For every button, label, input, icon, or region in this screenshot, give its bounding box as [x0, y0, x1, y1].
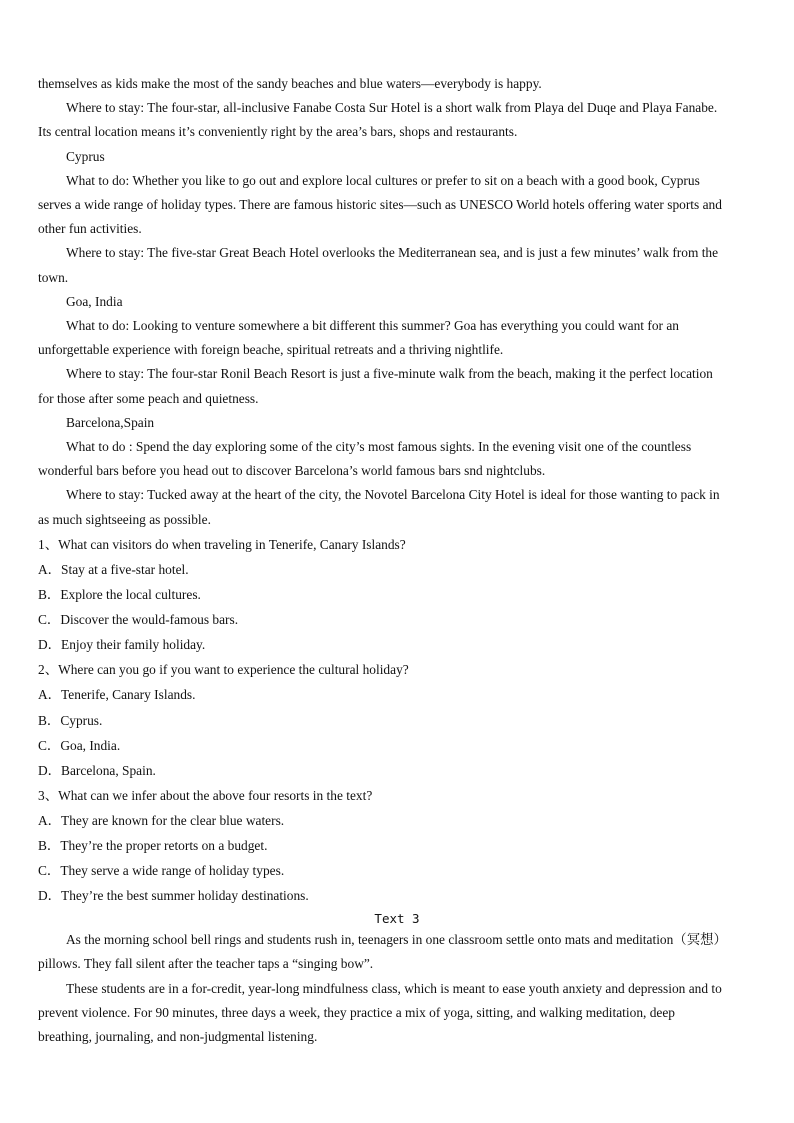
- passage-line: prevent violence. For 90 minutes, three days a week, they practice a mix of yoga, sitting, and walking meditation, deep: [38, 1004, 675, 1020]
- passage-line: themselves as kids make the most of the sandy beaches and blue waters—everybody is happy.: [38, 76, 542, 91]
- question-block: [38, 783, 756, 908]
- passage-line: pillows. They fall silent after the teacher taps a “singing bow”.: [38, 956, 374, 972]
- passage-line: other fun activities.: [38, 221, 142, 237]
- passage-line: Where to stay: The four-star Ronil Beach Resort is just a five-minute walk from the beach, making it the perfect location: [66, 366, 713, 382]
- question-block: [38, 532, 756, 657]
- answer-option[interactable]: C．They serve a wide range of holiday types.: [38, 863, 285, 879]
- answer-option[interactable]: D．They’re the best summer holiday destinations.: [38, 888, 309, 904]
- passage-line: wonderful bars before you head out to discover Barcelona’s world famous bars snd nightclubs.: [38, 463, 546, 479]
- passage-line: What to do: Whether you like to go out and explore local cultures or prefer to sit on a beach with a good book, Cyprus: [66, 172, 700, 188]
- passage-line: Where to stay: Tucked away at the heart of the city, the Novotel Barcelona City Hotel is ideal for those wanting to pack in: [66, 487, 720, 503]
- answer-option[interactable]: A．Stay at a five-star hotel.: [38, 561, 189, 577]
- passage-line: As the morning school bell rings and students rush in, teenagers in one classroom settle onto mats and meditation（冥想）: [66, 932, 727, 948]
- question-stem: 1、What can visitors do when traveling in Tenerife, Canary Islands?: [38, 536, 406, 552]
- document-page: [38, 72, 756, 1049]
- passage-line: for those after some peach and quietness.: [38, 390, 259, 406]
- question-stem: 2、Where can you go if you want to experience the cultural holiday?: [38, 662, 409, 678]
- section-heading-barcelona: Barcelona,Spain: [66, 414, 155, 430]
- passage-line: What to do : Spend the day exploring some of the city’s most famous sights. In the evening visit one of the countless: [66, 439, 692, 455]
- answer-option[interactable]: D．Barcelona, Spain.: [38, 762, 156, 778]
- passage-line: serves a wide range of holiday types. There are famous historic sites—such as UNESCO World hotels offering water sports and: [38, 197, 722, 213]
- passage-line: What to do: Looking to venture somewhere a bit different this summer? Goa has everything you could want for an: [66, 318, 679, 334]
- answer-option[interactable]: B．Explore the local cultures.: [38, 587, 201, 603]
- passage-line: as much sightseeing as possible.: [38, 511, 211, 527]
- answer-option[interactable]: A．They are known for the clear blue waters.: [38, 812, 285, 828]
- answer-option[interactable]: B．They’re the proper retorts on a budget.: [38, 837, 268, 853]
- passage: [38, 72, 756, 532]
- passage-line: Where to stay: The five-star Great Beach Hotel overlooks the Mediterranean sea, and is just a few minutes’ walk from the: [66, 245, 719, 261]
- passage-line: These students are in a for-credit, year-long mindfulness class, which is meant to ease youth anxiety and depression and to: [66, 980, 722, 996]
- question-block: [38, 657, 756, 782]
- section-heading-goa: Goa, India: [66, 293, 123, 309]
- answer-option[interactable]: B．Cyprus.: [38, 712, 103, 728]
- answer-option[interactable]: C．Discover the would-famous bars.: [38, 612, 239, 628]
- question-stem: 3、What can we infer about the above four resorts in the text?: [38, 787, 373, 803]
- section-heading-cyprus: Cyprus: [66, 148, 105, 164]
- passage-line: unforgettable experience with foreign beache, spiritual retreats and a thriving nightlife.: [38, 342, 504, 358]
- passage-line: Where to stay: The four-star, all-inclusive Fanabe Costa Sur Hotel is a short walk from Playa del Duqe and Playa Fanabe.: [66, 100, 718, 116]
- passage-line: town.: [38, 269, 69, 285]
- passage-line: breathing, journaling, and non-judgmental listening.: [38, 1029, 318, 1045]
- passage-line: Its central location means it’s conveniently right by the area’s bars, shops and restaurants.: [38, 124, 518, 140]
- answer-option[interactable]: C．Goa, India.: [38, 737, 121, 753]
- answer-option[interactable]: D．Enjoy their family holiday.: [38, 637, 206, 653]
- text3-title: Text 3: [374, 911, 420, 927]
- answer-option[interactable]: A．Tenerife, Canary Islands.: [38, 687, 196, 703]
- text3-passage: [38, 928, 756, 1049]
